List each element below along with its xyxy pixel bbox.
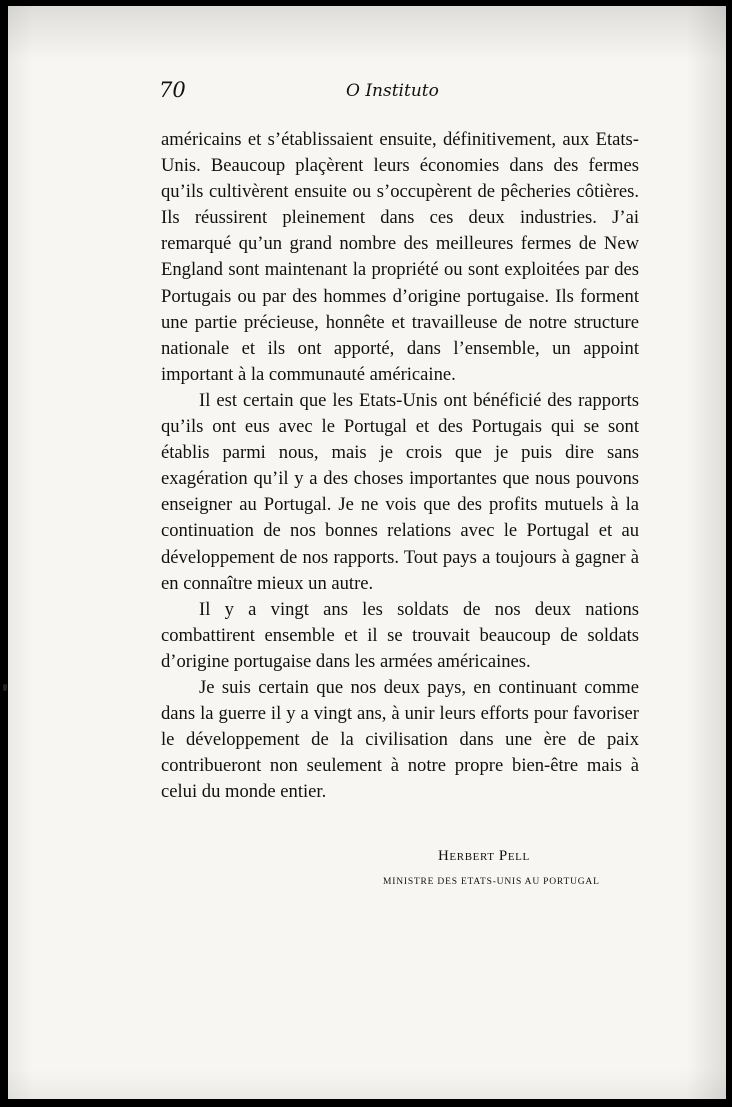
article-body	[161, 127, 639, 805]
margin-ink-spot	[3, 684, 7, 691]
paragraph: Il y a vingt ans les soldats de nos deux nations combattirent ensemble et il se trouvait beaucoup de soldats d’origine portugaise dans les armées américaines.	[161, 598, 639, 672]
page-sheet	[8, 6, 726, 1099]
paragraph: Il est certain que les Etats-Unis ont bénéficié des rapports qu’ils ont eus avec le Portugal et des Portugais qui se sont établis parmi nous, mais je crois que je puis dire sans exagération qu’il y a des choses importantes que nous pouvons enseigner au Portugal. Je ne vois que des profits mutuels à la continuation de nos bonnes relations avec le Portugal et au développement de nos rapports. Tout pays a toujours à gagner à en connaître mieux un autre.	[161, 389, 639, 594]
running-title: O Instituto	[346, 81, 439, 101]
signatory-name: Herbert Pell	[438, 848, 530, 864]
paragraph: américains et s’établissaient ensuite, définitivement, aux Etats-Unis. Beaucoup plaçèrent leurs économies dans des fermes qu’ils cultivèrent ensuite ou s’occupèrent de pêcheries côtières. Ils réussirent pleinement dans ces deux industries. J’ai remarqué qu’un grand nombre des meilleures fermes de New England sont maintenant la propriété ou sont exploitées par des Portugais ou par des hommes d’origine portugaise. Ils forment une partie précieuse, honnête et travailleuse de notre structure nationale et ils ont apporté, dans l’ensemble, un appoint important à la communauté américaine.	[161, 129, 639, 385]
page-number: 70	[159, 78, 186, 102]
paragraph: Je suis certain que nos deux pays, en continuant comme dans la guerre il y a vingt ans, à unir leurs efforts pour favoriser le développement de la civilisation dans une ère de paix contribueront non seulement à notre propre bien-être mais à celui du monde entier.	[161, 676, 639, 803]
signatory-title: MINISTRE DES ETATS-UNIS AU PORTUGAL	[383, 877, 600, 887]
